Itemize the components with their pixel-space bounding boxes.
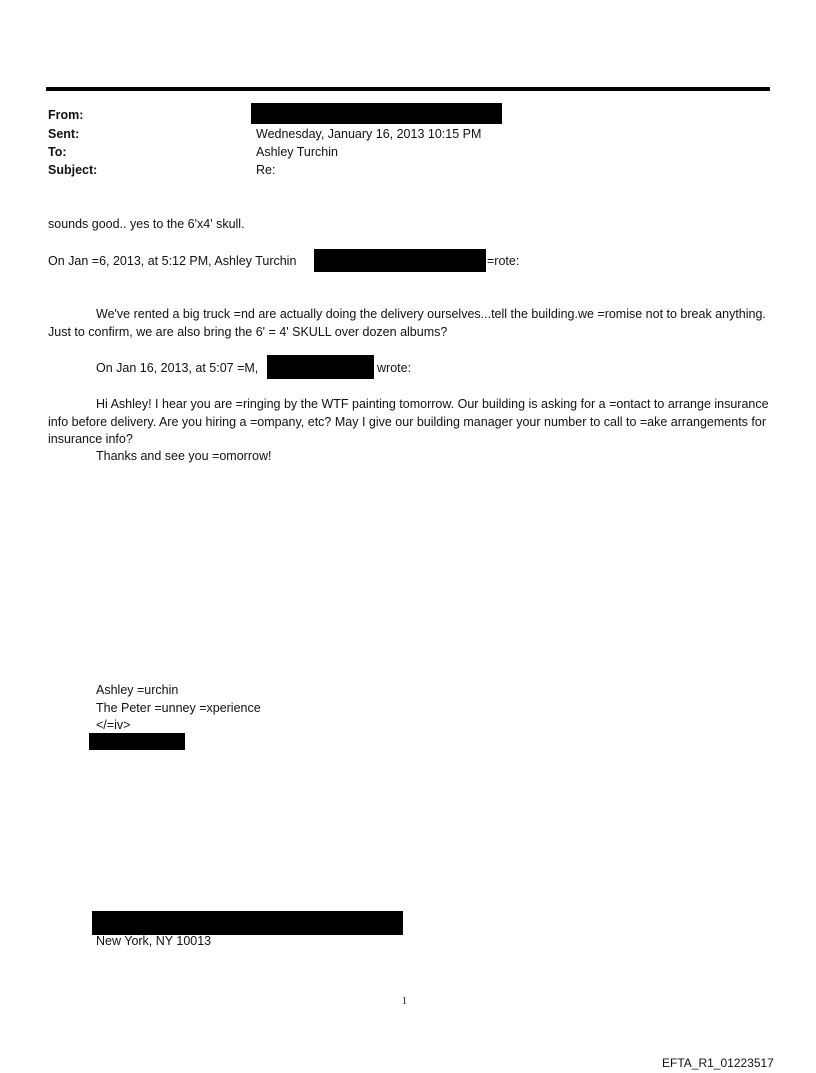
from-redaction xyxy=(251,103,502,124)
quote1-email-redaction xyxy=(314,249,486,272)
reply-line: sounds good.. yes to the 6'x4' skull. xyxy=(48,217,245,231)
quote1-suffix: =rote: xyxy=(487,254,520,268)
document-id: EFTA_R1_01223517 xyxy=(662,1056,774,1070)
page-number: 1 xyxy=(402,996,407,1007)
sent-value: Wednesday, January 16, 2013 10:15 PM xyxy=(256,127,482,141)
to-value: Ashley Turchin xyxy=(256,145,338,159)
signature-name: Ashley =urchin xyxy=(96,683,179,697)
signature-tag: </=iv> xyxy=(96,718,131,732)
paragraph-delivery: We've rented a big truck =nd are actually doing the delivery ourselves...tell the building.we =romise not to break anything. Just to confirm, we are also bring the 6' = 4' SKULL over dozen albums? xyxy=(48,307,766,339)
signature-phone-redaction xyxy=(89,733,185,750)
thanks-line: Thanks and see you =omorrow! xyxy=(96,449,272,463)
from-label: From: xyxy=(48,108,84,122)
sent-label: Sent: xyxy=(48,127,80,141)
subject-label: Subject: xyxy=(48,163,98,177)
paragraph-insurance: Hi Ashley! I hear you are =ringing by the WTF painting tomorrow. Our building is asking for a =ontact to arrange insurance info before delivery. Are you hiring a =ompany, etc? May I give our building manager your number to call to =ake arrangements for insurance info? xyxy=(48,397,769,446)
quote2-prefix: On Jan 16, 2013, at 5:07 =M, xyxy=(96,361,259,375)
subject-value: Re: xyxy=(256,163,276,177)
quote2-suffix: wrote: xyxy=(377,361,412,375)
signature-city: New York, NY 10013 xyxy=(96,934,212,948)
quote2-sender-redaction xyxy=(267,355,374,379)
quote1-prefix: On Jan =6, 2013, at 5:12 PM, Ashley Turchin xyxy=(48,254,297,268)
to-label: To: xyxy=(48,145,67,159)
address-redaction xyxy=(92,911,403,935)
header-rule xyxy=(46,87,770,91)
signature-company: The Peter =unney =xperience xyxy=(96,701,261,715)
